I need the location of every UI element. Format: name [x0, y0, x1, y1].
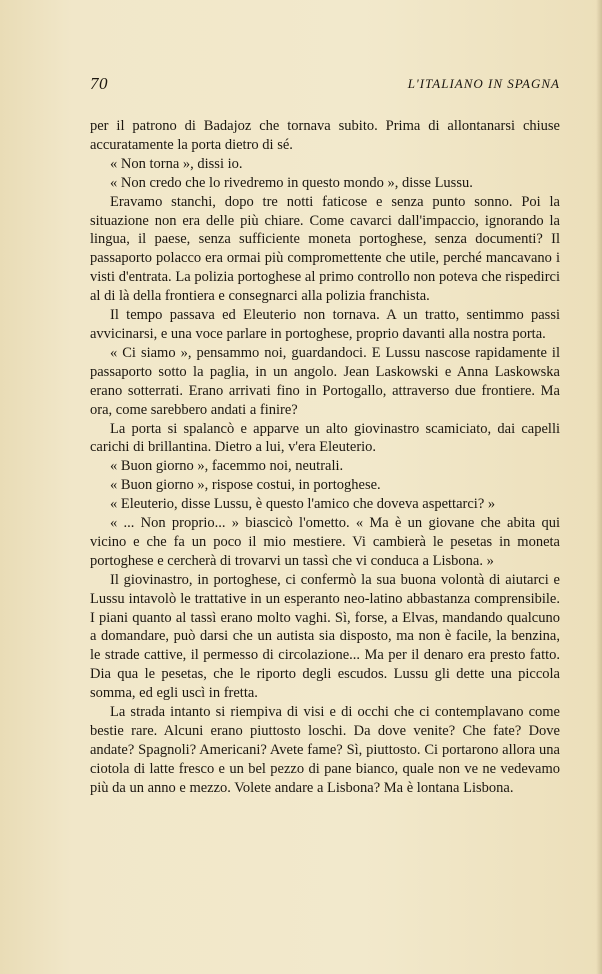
running-title: L'ITALIANO IN SPAGNA: [407, 76, 560, 91]
paragraph-13: La strada intanto si riempiva di visi e di occhi che ci contemplavano come bestie rare. Alcuni erano piuttosto loschi. Da dove venite? Che fate? Dove andate? Spagnoli? Americani? Avete fame? Sì, piuttosto. Ci portarono allora una ciotola di latte fresco e un bel pezzo di pane bianco, quale non ve ne vedevamo più da un anno e mezzo. Volete andare a Lisbona? Ma è lontana Lisbona.: [90, 704, 560, 796]
page-edge-shadow: [596, 0, 602, 974]
paragraph-3: « Non credo che lo rivedremo in questo mondo », disse Lussu.: [110, 174, 473, 191]
paragraph-12: Il giovinastro, in portoghese, ci confermò la sua buona volontà di aiutarci e Lussu intavolò le trattative in un esperanto neo-latino abbastanza comprensibile. I piani quanto al tassì erano molto vaghi. Sì, forse, a Elvas, mandando qualcuno a domandare, può darsi che un autista sia disposto, ma non è facile, la benzina, le strade cattive, il permesso di circolazione... Ma per il denaro era presto fatto. Dia qua le pesetas, che le riporto degli escudos. Lussu gli dette una piccola somma, ed egli uscì in fretta.: [90, 571, 560, 702]
paragraph-11: « ... Non proprio... » biascicò l'ometto. « Ma è un giovane che abita qui vicino e che fa un poco il mio mestiere. Vi cambierà le pesetas in moneta portoghese e cercherà di trovarvi un tassì che vi conduca a Lisbona. »: [90, 515, 560, 569]
body-text: [90, 117, 560, 798]
paragraph-10: « Eleuterio, disse Lussu, è questo l'amico che doveva aspettarci? »: [110, 496, 496, 513]
paragraph-4: Eravamo stanchi, dopo tre notti faticose e senza punto sonno. Poi la situazione non era delle più chiare. Come cavarci dall'impaccio, ignorando la lingua, il paese, senza sufficiente moneta portoghese, senza documenti? Il passaporto polacco era ormai più compromettente che utile, perché mancavano i visti d'entrata. La polizia portoghese al primo controllo non poteva che rispedirci al di là della frontiera e consegnarci alla polizia franchista.: [90, 193, 560, 305]
paragraph-8: « Buon giorno », facemmo noi, neutrali.: [110, 458, 344, 475]
paragraph-6: « Ci siamo », pensammo noi, guardandoci. E Lussu nascose rapidamente il passaporto sotto la paglia, in un angolo. Jean Laskowski e Anna Laskowska erano sotterrati. Erano arrivati fino in Portogallo, attraverso due frontiere. Ma ora, come sarebbero andati a finire?: [90, 344, 560, 418]
paragraph-9: « Buon giorno », rispose costui, in portoghese.: [110, 477, 381, 494]
paragraph-7: La porta si spalancò e apparve un alto giovinastro scamiciato, dai capelli carichi di brillantina. Dietro a lui, v'era Eleuterio.: [90, 420, 560, 456]
paragraph-1: per il patrono di Badajoz che tornava subito. Prima di allontanarsi chiuse accuratamente la porta dietro di sé.: [90, 118, 560, 153]
page-header: [90, 74, 560, 96]
paragraph-5: Il tempo passava ed Eleuterio non tornava. A un tratto, sentimmo passi avvicinarsi, e una voce parlare in portoghese, proprio davanti alla nostra porta.: [90, 307, 560, 342]
paragraph-2: « Non torna », dissi io.: [110, 155, 243, 172]
page-number: 70: [90, 74, 108, 93]
